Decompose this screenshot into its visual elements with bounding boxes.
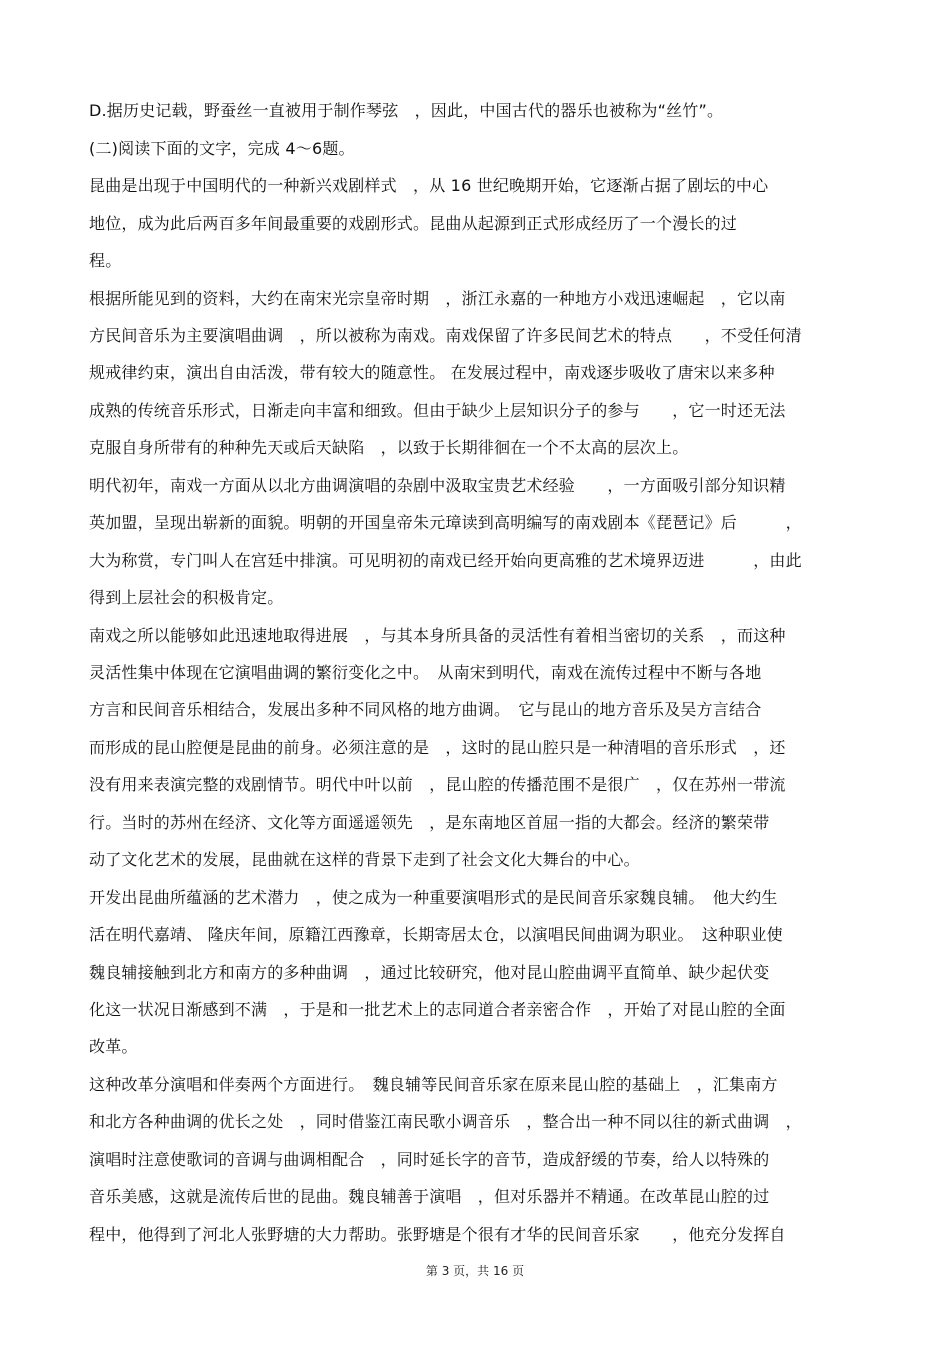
text-line: 得到上层社会的积极肯定。	[89, 588, 284, 607]
text-line: 根据所能见到的资料，大约在南宋光宗皇帝时期 ，浙江永嘉的一种地方小戏迅速崛起 ，它以南	[89, 289, 786, 308]
text-line: 开发出昆曲所蕴涵的艺术潜力 ，使之成为一种重要演唱形式的是民间音乐家魏良辅。 他大约生	[89, 888, 778, 907]
text-line: 演唱时注意使歌词的音调与曲调相配合 ，同时延长字的音节，造成舒缓的节奏，给人以特殊的	[89, 1150, 770, 1169]
text-line: 地位，成为此后两百多年间最重要的戏剧形式。昆曲从起源到正式形成经历了一个漫长的过	[89, 214, 738, 233]
text-line: 昆曲是出现于中国明代的一种新兴戏剧样式 ，从 16 世纪晚期开始，它逐渐占据了剧坛的中心	[89, 176, 769, 195]
text-line: 灵活性集中体现在它演唱曲调的繁衍变化之中。 从南宋到明代，南戏在流传过程中不断与各地	[89, 663, 762, 682]
text-line: 和北方各种曲调的优长之处 ，同时借鉴江南民歌小调音乐 ，整合出一种不同以往的新式曲调 ，	[89, 1112, 802, 1131]
text-line: 规戒律约束，演出自由活泼，带有较大的随意性。 在发展过程中，南戏逐步吸收了唐宋以来多种	[89, 363, 775, 382]
text-line: 这种改革分演唱和伴奏两个方面进行。 魏良辅等民间音乐家在原来昆山腔的基础上 ，汇集南方	[89, 1075, 778, 1094]
text-line: 改革。	[89, 1037, 138, 1056]
text-line: 化这一状况日渐感到不满 ，于是和一批艺术上的志同道合者亲密合作 ，开始了对昆山腔的全面	[89, 1000, 786, 1019]
text-line: 克服自身所带有的种种先天或后天缺陷 ，以致于长期徘徊在一个不太高的层次上。	[89, 438, 689, 457]
text-line: 活在明代嘉靖、 隆庆年间，原籍江西豫章，长期寄居太仓，以演唱民间曲调为职业。 这种职业使	[89, 925, 783, 944]
text-line: 成熟的传统音乐形式，日渐走向丰富和细致。但由于缺少上层知识分子的参与 ，它一时还无法	[89, 401, 786, 420]
text-line: 而形成的昆山腔便是昆曲的前身。必须注意的是 ，这时的昆山腔只是一种清唱的音乐形式 ，还	[89, 738, 786, 757]
text-line: 大为称赏，专门叫人在宫廷中排演。可见明初的南戏已经开始向更高雅的艺术境界迈进 ，由此	[89, 551, 802, 570]
text-line: 没有用来表演完整的戏剧情节。明代中叶以前 ，昆山腔的传播范围不是很广 ，仅在苏州一带流	[89, 775, 786, 794]
text-line: 动了文化艺术的发展，昆曲就在这样的背景下走到了社会文化大舞台的中心。	[89, 850, 640, 869]
text-line: 魏良辅接触到北方和南方的多种曲调 ，通过比较研究，他对昆山腔曲调平直简单、缺少起伏变	[89, 963, 770, 982]
text-line: 南戏之所以能够如此迅速地取得进展 ，与其本身所具备的灵活性有着相当密切的关系 ，而这种	[89, 626, 786, 645]
section-heading: (二)阅读下面的文字，完成 4〜6题。	[89, 139, 355, 158]
option-d-line: D.据历史记载，野蚕丝一直被用于制作琴弦 ，因此，中国古代的器乐也被称为“丝竹”。	[89, 101, 724, 120]
text-line: 明代初年，南戏一方面从以北方曲调演唱的杂剧中汲取宝贵艺术经验 ，一方面吸引部分知识精	[89, 476, 786, 495]
text-line: 行。当时的苏州在经济、文化等方面遥遥领先 ，是东南地区首屈一指的大都会。经济的繁荣带	[89, 813, 770, 832]
text-line: 程。	[89, 251, 122, 270]
text-line: 音乐美感，这就是流传后世的昆曲。魏良辅善于演唱 ，但对乐器并不精通。在改革昆山腔的过	[89, 1187, 770, 1206]
text-line: 英加盟，呈现出崭新的面貌。明朝的开国皇帝朱元璋读到高明编写的南戏剧本《琵琶记》后 ，	[89, 513, 802, 532]
page-number-footer: 第 3 页，共 16 页	[425, 1264, 525, 1278]
text-line: 程中，他得到了河北人张野塘的大力帮助。张野塘是个很有才华的民间音乐家 ，他充分发挥自	[89, 1225, 786, 1244]
text-line: 方言和民间音乐相结合，发展出多种不同风格的地方曲调。 它与昆山的地方音乐及吴方言结合	[89, 700, 762, 719]
text-line: 方民间音乐为主要演唱曲调 ，所以被称为南戏。南戏保留了许多民间艺术的特点 ，不受任何清	[89, 326, 802, 345]
